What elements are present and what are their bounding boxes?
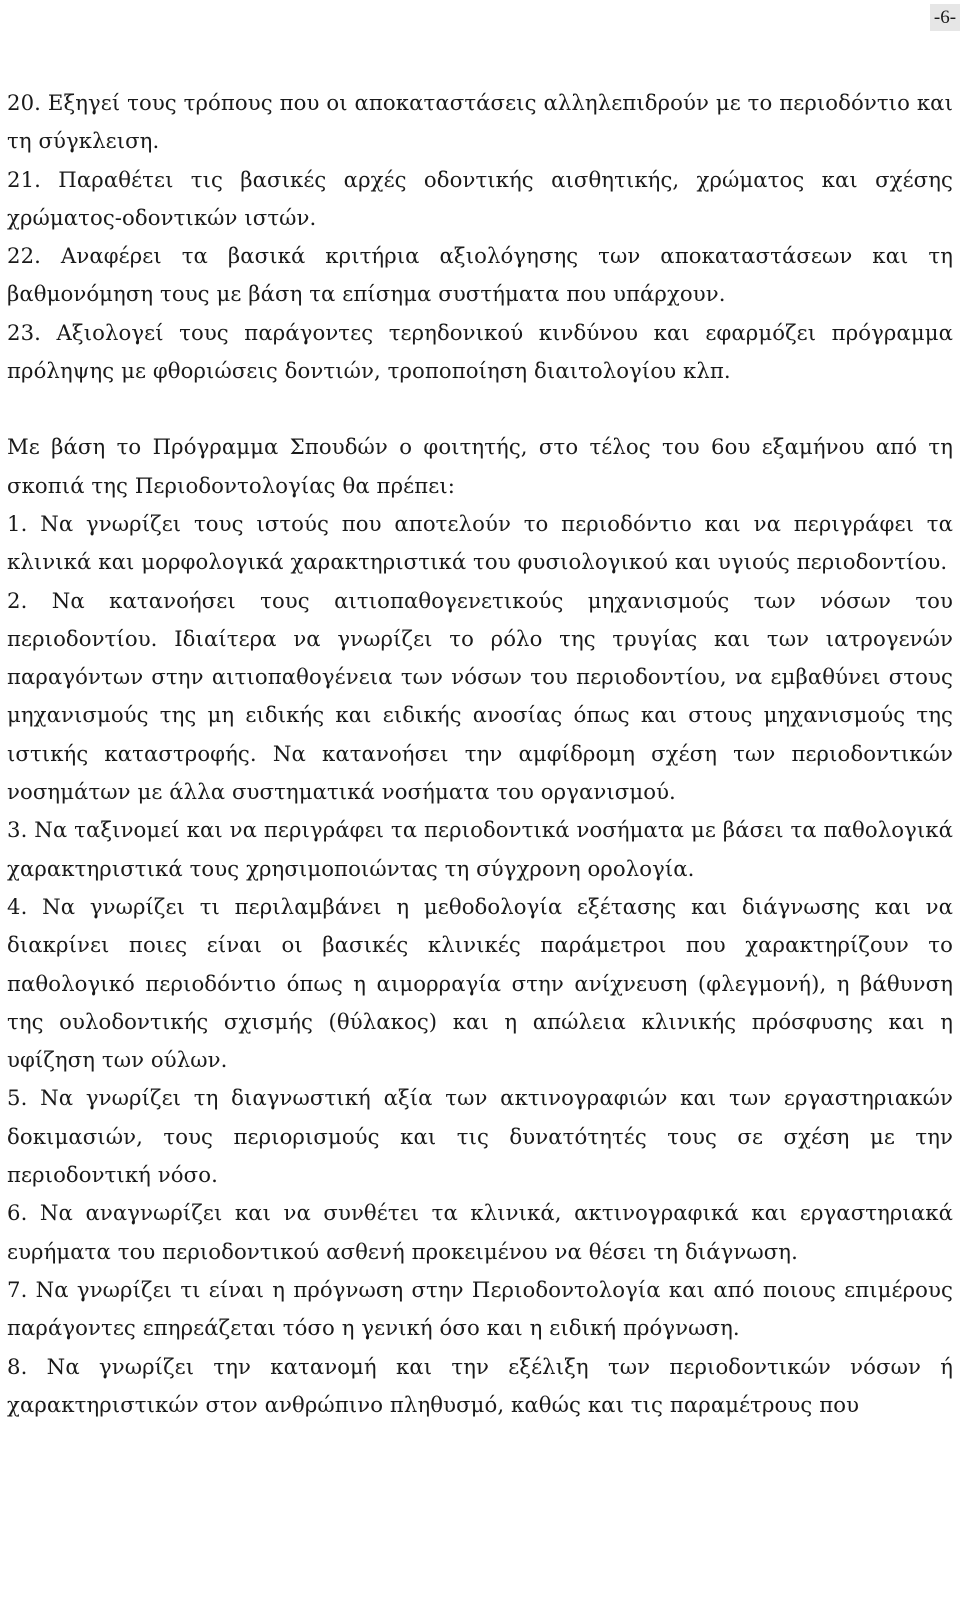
page-number: -6- <box>930 4 960 31</box>
list-item: 2. Να κατανοήσει τους αιτιοπαθογενετικούς μηχανισμούς των νόσων του περιοδοντίου. Ιδιαίτερα να γνωρίζει το ρόλο της τρυγίας και των ιατρογενών παραγόντων στην αιτιοπαθογένεια των νόσων του περιοδοντίου, να εμβαθύνει στους μηχανισμούς της μη ειδικής και ειδικής ανοσίας όπως και στους μηχανισμούς της ιστικής καταστροφής. Να κατανοήσει την αμφίδρομη σχέση των περιοδοντικών νοσημάτων με άλλα συστηματικά νοσήματα του οργανισμού. <box>7 587 953 805</box>
list-item: 20. Εξηγεί τους τρόπους που οι αποκαταστάσεις αλληλεπιδρούν με το περιοδόντιο και τη σύγκλειση. <box>7 90 953 154</box>
list-item: 3. Να ταξινομεί και να περιγράφει τα περιοδοντικά νοσήματα με βάσει τα παθολογικά χαρακτηριστικά τους χρησιμοποιώντας τη σύγχρονη ορολογία. <box>7 817 953 881</box>
list-item: 1. Να γνωρίζει τους ιστούς που αποτελούν το περιοδόντιο και να περιγράφει τα κλινικά και μορφολογικά χαρακτηριστικά του φυσιολογικού και υγιούς περιοδοντίου. <box>7 510 953 575</box>
list-item: 23. Αξιολογεί τους παράγοντες τερηδονικού κινδύνου και εφαρμόζει πρόγραμμα πρόληψης με φθοριώσεις δοντιών, τροποποίηση διαιτολογίου κλπ. <box>7 319 953 384</box>
list-item: 8. Να γνωρίζει την κατανομή και την εξέλιξη των περιοδοντικών νόσων ή χαρακτηριστικών στον ανθρώπινο πληθυσμό, καθώς και τις παραμέτρους που <box>7 1353 953 1417</box>
document-body <box>7 84 953 1424</box>
paragraph-gap <box>7 390 953 428</box>
list-item: 5. Να γνωρίζει τη διαγνωστική αξία των ακτινογραφιών και των εργαστηριακών δοκιμασιών, τους περιορισμούς και τις δυνατότητές τους σε σχέση με την περιοδοντική νόσο. <box>7 1085 953 1188</box>
list-item: 7. Να γνωρίζει τι είναι η πρόγνωση στην Περιοδοντολογία και από ποιους επιμέρους παράγοντες επηρεάζεται τόσο η γενική όσο και η ειδική πρόγνωση. <box>7 1276 953 1341</box>
intro-paragraph: Με βάση το Πρόγραμμα Σπουδών ο φοιτητής, στο τέλος του 6ου εξαμήνου από τη σκοπιά της Περιοδοντολογίας θα πρέπει: <box>7 434 953 498</box>
list-item: 6. Να αναγνωρίζει και να συνθέτει τα κλινικά, ακτινογραφικά και εργαστηριακά ευρήματα του περιοδοντικού ασθενή προκειμένου να θέσει τη διάγνωση. <box>7 1200 953 1264</box>
list-item: 22. Αναφέρει τα βασικά κριτήρια αξιολόγησης των αποκαταστάσεων και τη βαθμονόμηση τους με βάση τα επίσημα συστήματα που υπάρχουν. <box>7 243 953 307</box>
list-item: 4. Να γνωρίζει τι περιλαμβάνει η μεθοδολογία εξέτασης και διάγνωσης και να διακρίνει ποιες είναι οι βασικές κλινικές παράμετροι που χαρακτηρίζουν το παθολογικό περιοδόντιο όπως η αιμορραγία στην ανίχνευση (φλεγμονή), η βάθυνση της ουλοδοντικής σχισμής (θύλακος) και η απώλεια κλινικής πρόσφυσης και η υφίζηση των ούλων. <box>7 893 953 1073</box>
list-item: 21. Παραθέτει τις βασικές αρχές οδοντικής αισθητικής, χρώματος και σχέσης χρώματος-οδοντικών ιστών. <box>7 166 953 230</box>
